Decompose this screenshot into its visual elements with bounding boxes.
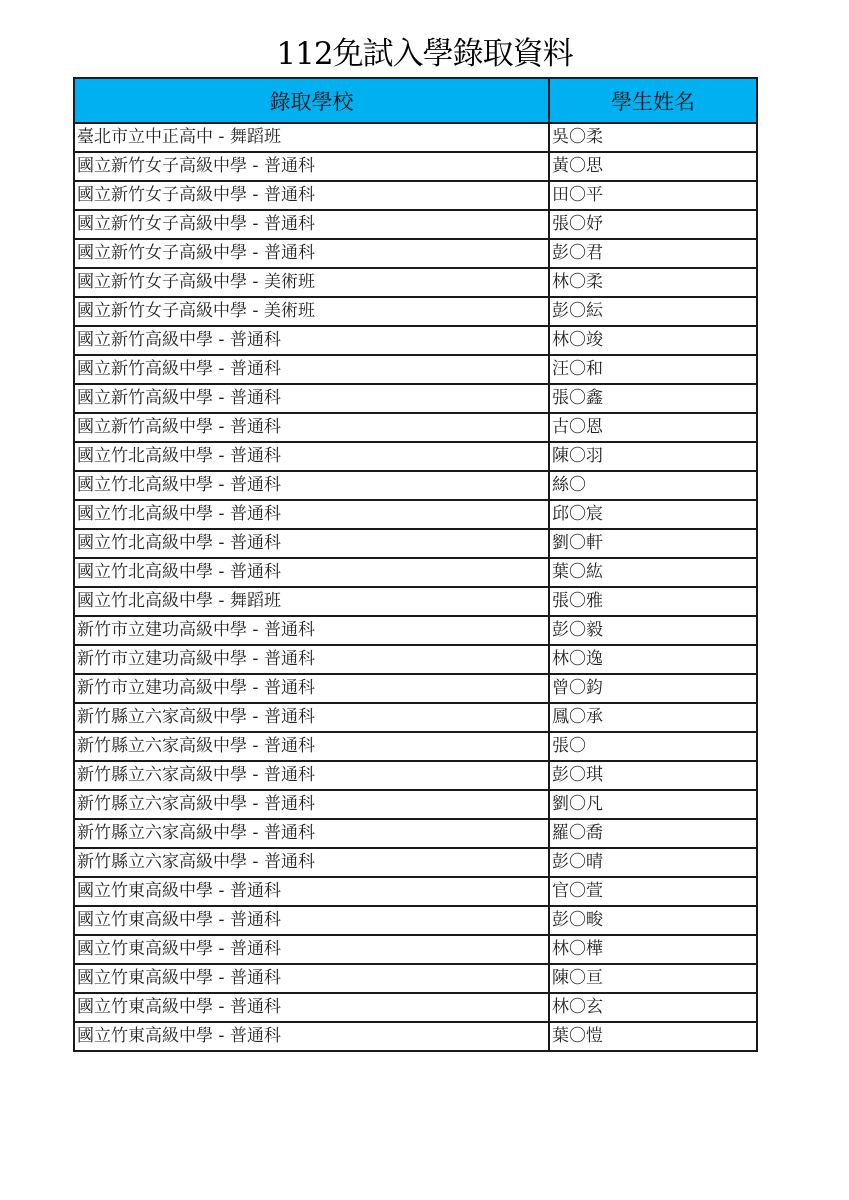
school-cell: 新竹縣立六家高級中學 - 普通科	[74, 761, 549, 790]
table-row	[74, 616, 757, 645]
student-name-cell: 張〇雅	[549, 587, 757, 616]
school-cell: 國立竹東高級中學 - 普通科	[74, 935, 549, 964]
school-cell: 國立竹北高級中學 - 普通科	[74, 529, 549, 558]
student-name-cell: 林〇玄	[549, 993, 757, 1022]
table-header-row	[74, 78, 757, 123]
page-title: 112免試入學錄取資料	[276, 36, 573, 72]
student-name-cell: 張〇鑫	[549, 384, 757, 413]
student-name-cell: 林〇柔	[549, 268, 757, 297]
student-name-cell: 陳〇亘	[549, 964, 757, 993]
school-cell: 國立新竹女子高級中學 - 普通科	[74, 181, 549, 210]
school-cell: 國立新竹高級中學 - 普通科	[74, 355, 549, 384]
school-cell: 國立竹東高級中學 - 普通科	[74, 906, 549, 935]
school-cell: 國立新竹女子高級中學 - 普通科	[74, 152, 549, 181]
school-cell: 新竹縣立六家高級中學 - 普通科	[74, 732, 549, 761]
school-cell: 國立竹東高級中學 - 普通科	[74, 1022, 549, 1051]
school-cell: 國立新竹女子高級中學 - 普通科	[74, 210, 549, 239]
student-name-cell: 林〇竣	[549, 326, 757, 355]
school-cell: 新竹縣立六家高級中學 - 普通科	[74, 703, 549, 732]
table-row	[74, 935, 757, 964]
table-row	[74, 993, 757, 1022]
table-row	[74, 442, 757, 471]
table-row	[74, 645, 757, 674]
student-name-cell: 林〇逸	[549, 645, 757, 674]
table-row	[74, 268, 757, 297]
student-name-cell: 官〇萱	[549, 877, 757, 906]
table-row	[74, 413, 757, 442]
school-cell: 新竹市立建功高級中學 - 普通科	[74, 645, 549, 674]
school-cell: 國立新竹女子高級中學 - 美術班	[74, 297, 549, 326]
table-row	[74, 500, 757, 529]
student-name-cell: 彭〇琪	[549, 761, 757, 790]
table-row	[74, 239, 757, 268]
school-cell: 國立竹東高級中學 - 普通科	[74, 877, 549, 906]
school-cell: 國立新竹高級中學 - 普通科	[74, 326, 549, 355]
student-name-cell: 彭〇畯	[549, 906, 757, 935]
table-row	[74, 529, 757, 558]
table-row	[74, 326, 757, 355]
school-cell: 國立竹北高級中學 - 舞蹈班	[74, 587, 549, 616]
student-name-cell: 古〇恩	[549, 413, 757, 442]
table-row	[74, 1022, 757, 1051]
school-cell: 國立竹北高級中學 - 普通科	[74, 500, 549, 529]
table-row	[74, 384, 757, 413]
school-cell: 國立新竹高級中學 - 普通科	[74, 413, 549, 442]
school-cell: 新竹市立建功高級中學 - 普通科	[74, 674, 549, 703]
student-name-cell: 羅〇喬	[549, 819, 757, 848]
student-name-cell: 陳〇羽	[549, 442, 757, 471]
table-row	[74, 181, 757, 210]
school-cell: 國立新竹高級中學 - 普通科	[74, 384, 549, 413]
student-name-cell: 劉〇軒	[549, 529, 757, 558]
table-row	[74, 355, 757, 384]
student-name-cell: 葉〇紘	[549, 558, 757, 587]
school-cell: 新竹市立建功高級中學 - 普通科	[74, 616, 549, 645]
table-row	[74, 210, 757, 239]
table-row	[74, 558, 757, 587]
table-row	[74, 587, 757, 616]
student-name-cell: 曾〇鈞	[549, 674, 757, 703]
table-row	[74, 819, 757, 848]
table-row	[74, 790, 757, 819]
table-row	[74, 906, 757, 935]
table-row	[74, 674, 757, 703]
student-name-cell: 彭〇晴	[549, 848, 757, 877]
student-name-cell: 林〇樺	[549, 935, 757, 964]
admission-table	[73, 77, 758, 1052]
student-name-cell: 彭〇毅	[549, 616, 757, 645]
student-name-cell: 鳳〇承	[549, 703, 757, 732]
student-name-cell: 邱〇宸	[549, 500, 757, 529]
student-name-cell: 絲〇	[549, 471, 757, 500]
table-body	[74, 123, 757, 1051]
student-name-cell: 汪〇和	[549, 355, 757, 384]
table-row	[74, 732, 757, 761]
student-name-cell: 黃〇思	[549, 152, 757, 181]
school-cell: 國立竹東高級中學 - 普通科	[74, 964, 549, 993]
student-name-cell: 葉〇愷	[549, 1022, 757, 1051]
student-name-cell: 彭〇紜	[549, 297, 757, 326]
school-cell: 新竹縣立六家高級中學 - 普通科	[74, 790, 549, 819]
table-row	[74, 152, 757, 181]
table-row	[74, 761, 757, 790]
table-row	[74, 471, 757, 500]
table-row	[74, 848, 757, 877]
column-header-student-name: 學生姓名	[549, 78, 757, 123]
student-name-cell: 劉〇凡	[549, 790, 757, 819]
student-name-cell: 彭〇君	[549, 239, 757, 268]
table-row	[74, 877, 757, 906]
student-name-cell: 張〇	[549, 732, 757, 761]
student-name-cell: 張〇妤	[549, 210, 757, 239]
school-cell: 國立竹北高級中學 - 普通科	[74, 442, 549, 471]
table-row	[74, 703, 757, 732]
school-cell: 國立新竹女子高級中學 - 美術班	[74, 268, 549, 297]
table-row	[74, 964, 757, 993]
student-name-cell: 田〇平	[549, 181, 757, 210]
school-cell: 新竹縣立六家高級中學 - 普通科	[74, 848, 549, 877]
school-cell: 國立新竹女子高級中學 - 普通科	[74, 239, 549, 268]
school-cell: 國立竹北高級中學 - 普通科	[74, 558, 549, 587]
column-header-school: 錄取學校	[74, 78, 549, 123]
school-cell: 新竹縣立六家高級中學 - 普通科	[74, 819, 549, 848]
school-cell: 臺北市立中正高中 - 舞蹈班	[74, 123, 549, 152]
school-cell: 國立竹北高級中學 - 普通科	[74, 471, 549, 500]
student-name-cell: 吳〇柔	[549, 123, 757, 152]
table-row	[74, 297, 757, 326]
table-row	[74, 123, 757, 152]
school-cell: 國立竹東高級中學 - 普通科	[74, 993, 549, 1022]
